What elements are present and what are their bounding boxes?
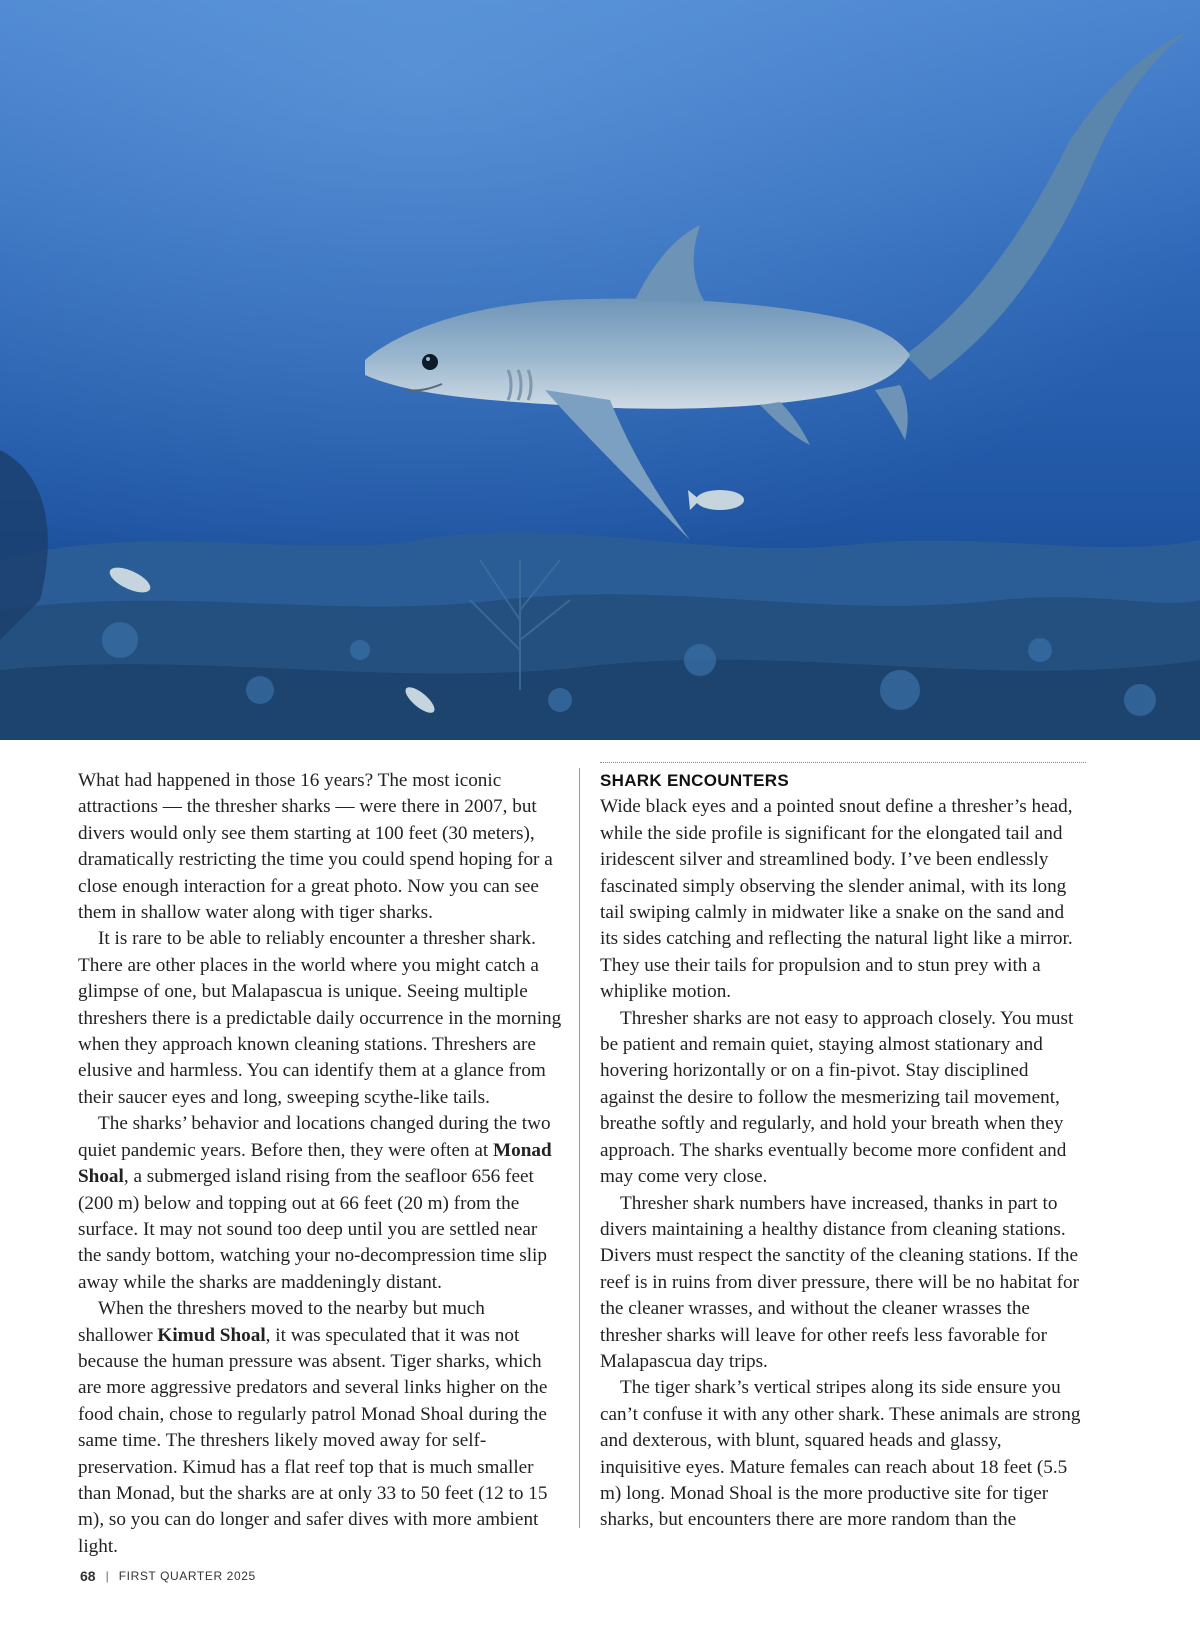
- issue-label: FIRST QUARTER 2025: [118, 1569, 256, 1583]
- hero-photo: [0, 0, 1200, 740]
- page-footer: [80, 1568, 256, 1584]
- section-rule: [600, 762, 1086, 763]
- thresher-shark-photo: [0, 0, 1200, 740]
- paragraph: The tiger shark’s vertical stripes along its side ensure you can’t confuse it with any other shark. These animals are strong and dexterous, with blunt, squared heads and glassy, inquisitive eyes. Mature females can reach about 18 feet (5.5 m) long. Monad Shoal is the more productive site for tiger sharks, but encounters there are more random than the: [600, 1377, 1081, 1531]
- paragraph: Thresher shark numbers have increased, thanks in part to divers maintaining a healthy distance from cleaning stations. Divers must respect the sanctity of the cleaning stations. If the reef is in ruins from diver pressure, there will be no habitat for the cleaner wrasses, and without the cleaner wrasses the thresher sharks will leave for other reefs less favorable for Malapascua day trips.: [600, 1192, 1080, 1372]
- place-name-kimud-shoal: Kimud Shoal: [157, 1324, 266, 1346]
- section-heading: SHARK ENCOUNTERS: [600, 771, 789, 790]
- paragraph: Wide black eyes and a pointed snout define a thresher’s head, while the side profile is significant for the elongated tail and iridescent silver and streamlined body. I’ve been endlessly fascinated simply observing the slender animal, with its long tail swiping calmly in midwater like a snake on the sand and its sides catching and reflecting the natural light like a mirror. They use their tails for propulsion and to stun prey with a whiplike motion.: [600, 796, 1073, 1003]
- left-column: [78, 768, 564, 1560]
- column-divider: [579, 768, 580, 1528]
- place-name-monad-shoal: Monad Shoal: [78, 1139, 552, 1188]
- footer-separator: |: [105, 1569, 109, 1583]
- paragraph: The sharks’ behavior and locations changed during the two quiet pandemic years. Before then, they were often at Monad Shoal, a submerged island rising from the seafloor 656 feet (200 m) below and topping out at 66 feet (20 m) from the surface. It may not sound too deep until you are settled near the sandy bottom, watching your no-decompression time slip away while the sharks are maddeningly distant.: [78, 1113, 552, 1293]
- page-number: 68: [80, 1568, 96, 1584]
- paragraph: When the threshers moved to the nearby but much shallower Kimud Shoal, it was speculated that it was not because the human pressure was absent. Tiger sharks, which are more aggressive predators and several links higher on the food chain, chose to regularly patrol Monad Shoal during the same time. The threshers likely moved away for self-preservation. Kimud has a flat reef top that is much smaller than Monad, but the sharks are at only 33 to 50 feet (12 to 15 m), so you can do longer and safer dives with more ambient light.: [78, 1298, 548, 1557]
- paragraph: What had happened in those 16 years? The most iconic attractions — the thresher sharks — were there in 2007, but divers would only see them starting at 100 feet (30 meters), dramatically restricting the time you could spend hoping for a close enough interaction for a great photo. Now you can see them in shallow water along with tiger sharks.: [78, 770, 553, 924]
- paragraph: Thresher sharks are not easy to approach closely. You must be patient and remain quiet, staying almost stationary and hovering horizontally or on a fin-pivot. Stay disciplined against the desire to follow the mesmerizing tail movement, breathe softly and regularly, and hold your breath when they approach. The sharks eventually become more confident and may come very close.: [600, 1007, 1074, 1188]
- right-column: [600, 768, 1086, 1534]
- paragraph: It is rare to be able to reliably encounter a thresher shark. There are other places in the world where you might catch a glimpse of one, but Malapascua is unique. Seeing multiple threshers there is a predictable daily occurrence in the morning when they approach known cleaning stations. Threshers are elusive and harmless. You can identify them at a glance from their saucer eyes and long, sweeping scythe-like tails.: [78, 928, 562, 1108]
